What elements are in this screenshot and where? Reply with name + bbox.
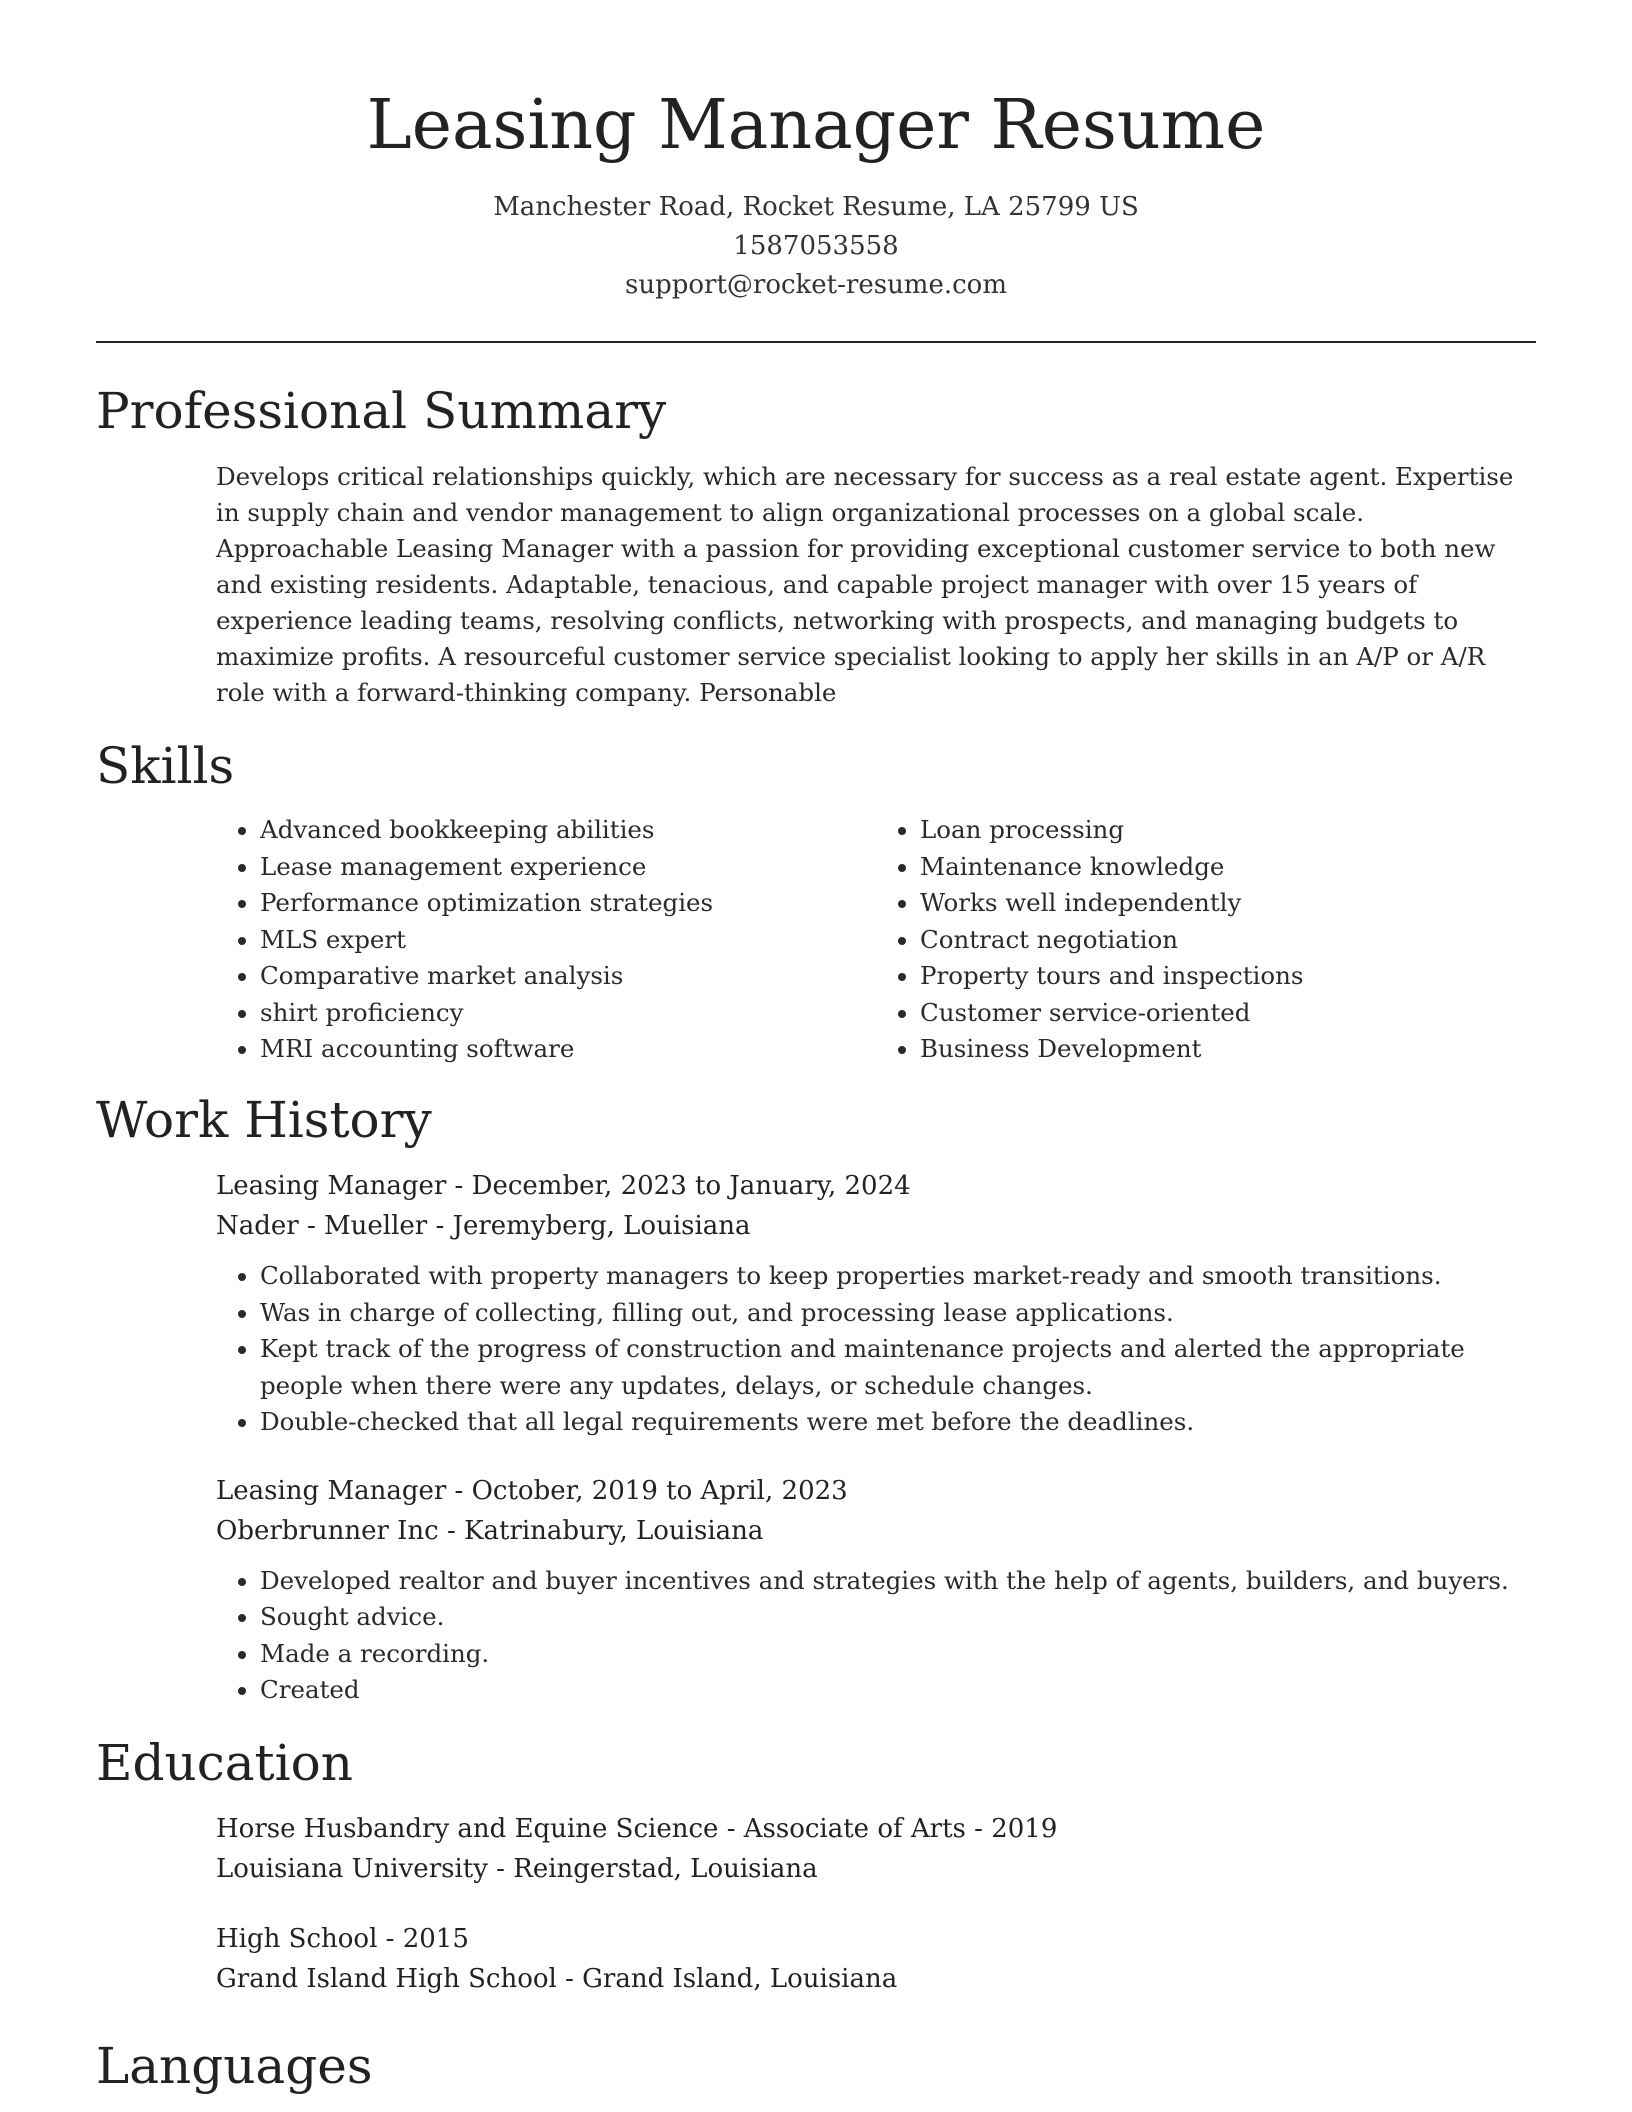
skill-item: • Business Development xyxy=(920,1031,1536,1068)
job-company: Nader - Mueller xyxy=(216,1211,428,1241)
skills-list-left xyxy=(216,812,876,1068)
skill-item: • shirt proficiency xyxy=(260,995,876,1032)
education-degree: High School xyxy=(216,1924,378,1954)
job-bullet: • Sought advice. xyxy=(260,1599,1536,1636)
education-degree: Horse Husbandry and Equine Science - Associate of Arts xyxy=(216,1814,966,1844)
education-degree-line xyxy=(216,1809,1536,1849)
work-history-section xyxy=(96,1090,1536,1709)
job-company-line xyxy=(216,1206,1536,1246)
education-school: Louisiana University xyxy=(216,1854,488,1884)
job-role: Leasing Manager xyxy=(216,1475,447,1506)
address: Manchester Road, Rocket Resume, LA 25799 US xyxy=(493,192,1139,222)
skill-item: • MLS expert xyxy=(260,922,876,959)
job-title-line xyxy=(216,1471,1536,1511)
education-degree-line xyxy=(216,1919,1536,1959)
contact-info xyxy=(0,188,1632,305)
job-entry xyxy=(216,1166,1536,1441)
job-role: Leasing Manager xyxy=(216,1171,447,1201)
job-dates: - October, 2019 to April, 2023 xyxy=(446,1475,848,1506)
work-history-body xyxy=(216,1166,1536,1709)
job-bullets xyxy=(216,1258,1536,1441)
education-entry xyxy=(216,1809,1536,1889)
summary-text: Develops critical relationships quickly, which are necessary for success as a real estate agent. Expertise in supply chain and vendor management to align organizational processes on a global scale. Approachable Leasing Manager with a passion for providing exceptional customer service to both new and existing residents. Adaptable, tenacious, and capable project manager with over 15 years of experience leading teams, resolving conflicts, networking with prospects, and managing budgets to maximize profits. A resourceful customer service specialist looking to apply her skills in an A/P or A/R role with a forward-thinking company. Personable xyxy=(216,462,1514,707)
job-location: - Jeremyberg, Louisiana xyxy=(427,1211,751,1241)
job-bullet: • Kept track of the progress of construction and maintenance projects and alerted the appropriate people when there were any updates, delays, or schedule changes. xyxy=(260,1331,1536,1404)
skill-item: • MRI accounting software xyxy=(260,1031,876,1068)
education-school-line xyxy=(216,1959,1536,1999)
skills-list-right xyxy=(876,812,1536,1068)
job-bullet: • Collaborated with property managers to keep properties market-ready and smooth transitions. xyxy=(260,1258,1536,1295)
resume-title: Leasing Manager Resume xyxy=(366,86,1266,165)
job-bullets xyxy=(216,1563,1536,1709)
languages-heading: Languages xyxy=(96,2037,373,2095)
phone: 1587053558 xyxy=(733,231,899,261)
education-body xyxy=(216,1809,1536,1999)
skills-section xyxy=(96,736,1536,1068)
job-bullet: • Double-checked that all legal requirements were met before the deadlines. xyxy=(260,1404,1536,1441)
languages-section xyxy=(96,2036,1536,2096)
skill-item: • Comparative market analysis xyxy=(260,958,876,995)
education-location: - Reingerstad, Louisiana xyxy=(487,1854,818,1884)
job-bullet: • Created xyxy=(260,1672,1536,1709)
education-location: - Grand Island, Louisiana xyxy=(556,1964,898,1994)
email: support@rocket-resume.com xyxy=(624,270,1007,300)
work-history-heading: Work History xyxy=(96,1091,432,1149)
skill-item: • Maintenance knowledge xyxy=(920,849,1536,886)
job-bullet: • Developed realtor and buyer incentives and strategies with the help of agents, builders, and buyers. xyxy=(260,1563,1536,1600)
job-title-line xyxy=(216,1166,1536,1206)
skill-item: • Performance optimization strategies xyxy=(260,885,876,922)
education-school-line xyxy=(216,1849,1536,1889)
skill-item: • Lease management experience xyxy=(260,849,876,886)
skills-columns xyxy=(216,812,1536,1068)
education-section xyxy=(96,1733,1536,1999)
resume-header xyxy=(0,0,1632,305)
education-entry xyxy=(216,1919,1536,1999)
job-location: - Katrinabury, Louisiana xyxy=(438,1515,764,1546)
summary-heading: Professional Summary xyxy=(96,382,667,440)
job-company: Oberbrunner Inc xyxy=(216,1515,439,1546)
header-divider xyxy=(96,341,1536,343)
job-bullet: • Was in charge of collecting, filling out, and processing lease applications. xyxy=(260,1295,1536,1332)
summary-section xyxy=(96,381,1536,711)
education-year: - 2015 xyxy=(377,1924,469,1954)
skill-item: • Property tours and inspections xyxy=(920,958,1536,995)
skill-item: • Customer service-oriented xyxy=(920,995,1536,1032)
skill-item: • Works well independently xyxy=(920,885,1536,922)
skills-heading: Skills xyxy=(96,737,235,795)
skill-item: • Advanced bookkeeping abilities xyxy=(260,812,876,849)
job-dates: - December, 2023 to January, 2024 xyxy=(446,1171,911,1201)
education-school: Grand Island High School xyxy=(216,1964,557,1994)
skill-item: • Contract negotiation xyxy=(920,922,1536,959)
education-year: - 2019 xyxy=(965,1814,1058,1844)
education-heading: Education xyxy=(96,1734,353,1792)
job-company-line xyxy=(216,1511,1536,1551)
job-entry xyxy=(216,1471,1536,1709)
skill-item: • Loan processing xyxy=(920,812,1536,849)
job-bullet: • Made a recording. xyxy=(260,1636,1536,1673)
